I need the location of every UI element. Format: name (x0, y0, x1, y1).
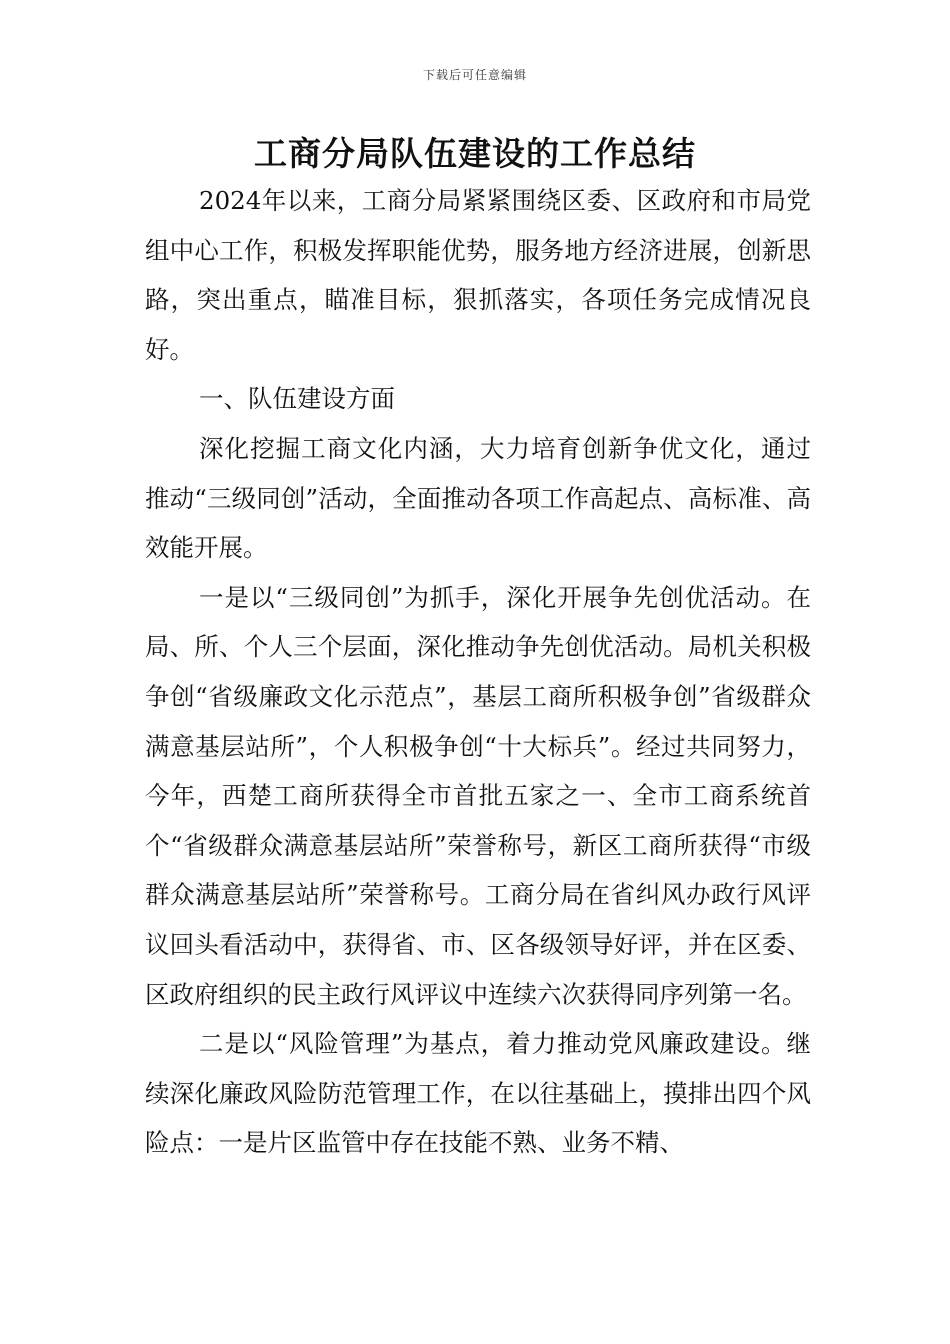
document-title: 工商分局队伍建设的工作总结 (254, 134, 696, 173)
header-note: 下载后可任意编辑 (422, 68, 527, 82)
point-one-paragraph: 一是以“三级同创”为抓手，深化开展争先创优活动。在局、所、个人三个层面，深化推动争先创优活动。局机关积极争创“省级廉政文化示范点”，基层工商所积极争创”省级群众满意基层站所”，个人积极争创“十大标兵”。经过共同努力，今年，西楚工商所获得全市首批五家之一、全市工商系统首个“省级群众满意基层站所”荣誉称号，新区工商所获得“市级群众满意基层站所”荣誉称号。工商分局在省纠风办政行风评议回头看活动中，获得省、市、区各级领导好评，并在区委、区政府组织的民主政行风评议中连续六次获得同序列第一名。 (145, 582, 811, 1009)
section-intro-paragraph: 深化挖掘工商文化内涵，大力培育创新争优文化，通过推动“三级同创”活动，全面推动各项工作高起点、高标准、高效能开展。 (145, 433, 811, 563)
document-body (145, 176, 811, 1168)
point-two-paragraph: 二是以“风险管理”为基点，着力推动党风廉政建设。继续深化廉政风险防范管理工作，在以往基础上，摸排出四个风险点：一是片区监管中存在技能不熟、业务不精、 (145, 1029, 811, 1158)
section-heading-team-building: 一、队伍建设方面 (199, 384, 395, 414)
intro-paragraph: 2024年以来，工商分局紧紧围绕区委、区政府和市局党组中心工作，积极发挥职能优势，服务地方经济进展，创新思路，突出重点，瞄准目标，狠抓落实，各项任务完成情况良好。 (145, 186, 811, 364)
